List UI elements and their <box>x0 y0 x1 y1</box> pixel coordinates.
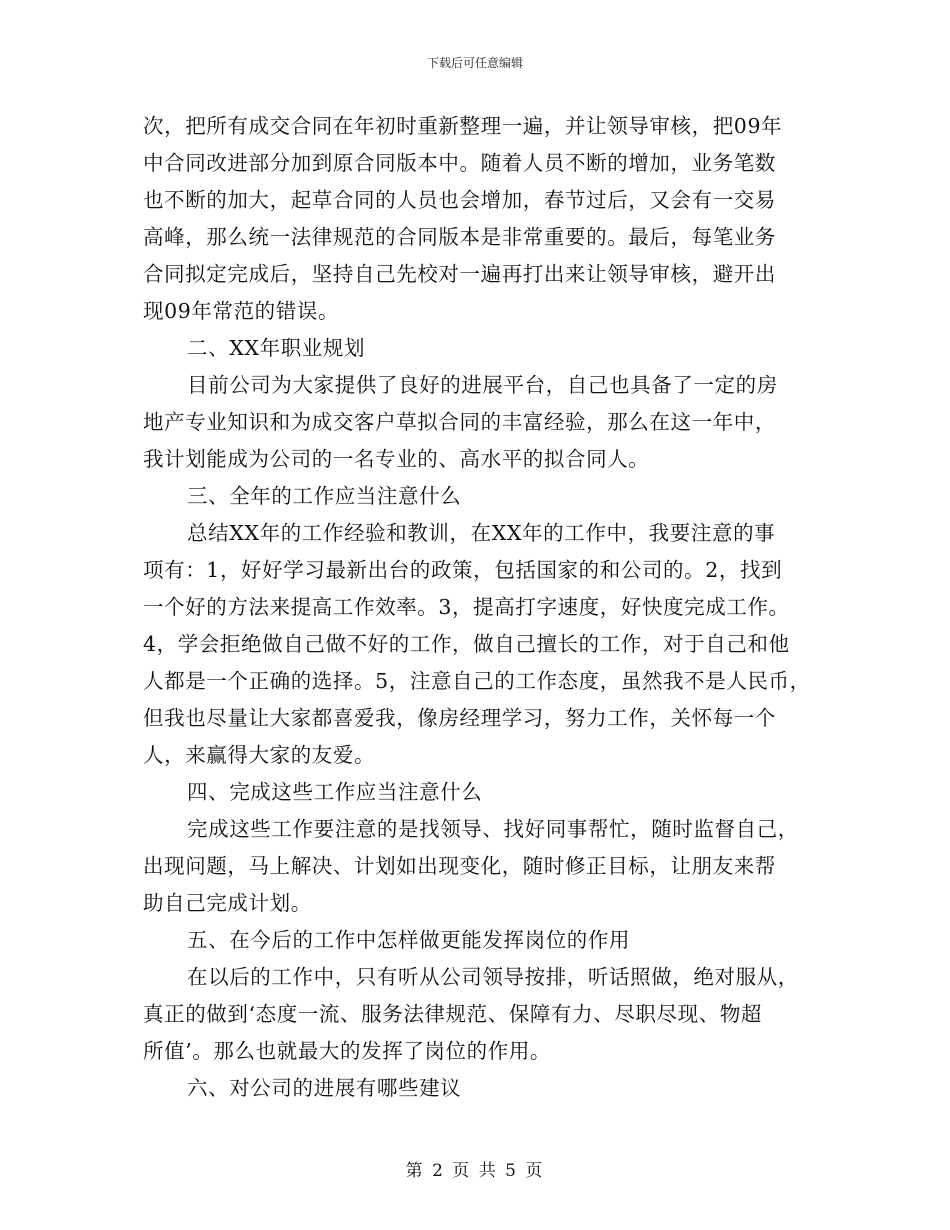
text-line: 一个好的方法来提高工作效率。3，提高打字速度，好快度完成工作。 <box>143 595 790 619</box>
text-line: 人，来赢得大家的友爱。 <box>143 743 376 767</box>
text-line: 高峰，那么统一法律规范的合同版本是非常重要的。最后，每笔业务 <box>143 225 776 249</box>
text-line: 4，学会拒绝做自己做不好的工作，做自己擅长的工作，对于自己和他 <box>143 632 790 656</box>
text-line: 地产专业知识和为成交客户草拟合同的丰富经验，那么在这一年中， <box>143 410 776 434</box>
text-line: 人都是一个正确的选择。5，注意自己的工作态度，虽然我不是人民币， <box>143 669 811 693</box>
section-heading: 四、完成这些工作应当注意什么 <box>187 780 483 804</box>
header-note: 下载后可任意编辑 <box>426 56 523 70</box>
text-line: 合同拟定完成后，坚持自己先校对一遍再打出来让领导审核，避开出 <box>143 262 776 286</box>
body-text <box>143 108 811 1107</box>
text-line: 目前公司为大家提供了良好的进展平台，自己也具备了一定的房 <box>187 373 778 397</box>
text-line: 在以后的工作中，只有听从公司领导按排，听话照做，绝对服从， <box>187 965 799 989</box>
section-heading: 五、在今后的工作中怎样做更能发挥岗位的作用 <box>187 928 631 952</box>
text-line: 次，把所有成交合同在年初时重新整理一遍，并让领导审核，把09年 <box>143 114 783 138</box>
section-heading: 三、全年的工作应当注意什么 <box>187 484 462 508</box>
section-heading: 六、对公司的进展有哪些建议 <box>187 1076 462 1100</box>
text-line: 但我也尽量让大家都喜爱我，像房经理学习，努力工作，关怀每一个 <box>143 706 776 730</box>
text-line: 现09年常范的错误。 <box>143 299 340 323</box>
text-line: 总结XX年的工作经验和教训，在XX年的工作中，我要注意的事 <box>187 521 776 545</box>
text-line: 出现问题，马上解决、计划如出现变化，随时修正目标，让朋友来帮 <box>143 854 776 878</box>
text-line: 助自己完成计划。 <box>143 891 312 915</box>
page-number: 第 2 页 共 5 页 <box>405 1161 545 1181</box>
text-line: 也不断的加大，起草合同的人员也会增加，春节过后，又会有一交易 <box>143 188 776 212</box>
text-line: 所值’。那么也就最大的发挥了岗位的作用。 <box>143 1039 552 1063</box>
text-line: 我计划能成为公司的一名专业的、高水平的拟合同人。 <box>143 447 650 471</box>
text-line: 真正的做到‘态度一流、服务法律规范、保障有力、尽职尽现、物超 <box>143 1002 763 1026</box>
text-line: 项有：1，好好学习最新出台的政策，包括国家的和公司的。2，找到 <box>143 558 783 582</box>
section-heading: 二、XX年职业规划 <box>187 336 366 360</box>
text-line: 中合同改进部分加到原合同版本中。随着人员不断的增加，业务笔数 <box>143 151 776 175</box>
text-line: 完成这些工作要注意的是找领导、找好同事帮忙，随时监督自己， <box>187 817 799 841</box>
